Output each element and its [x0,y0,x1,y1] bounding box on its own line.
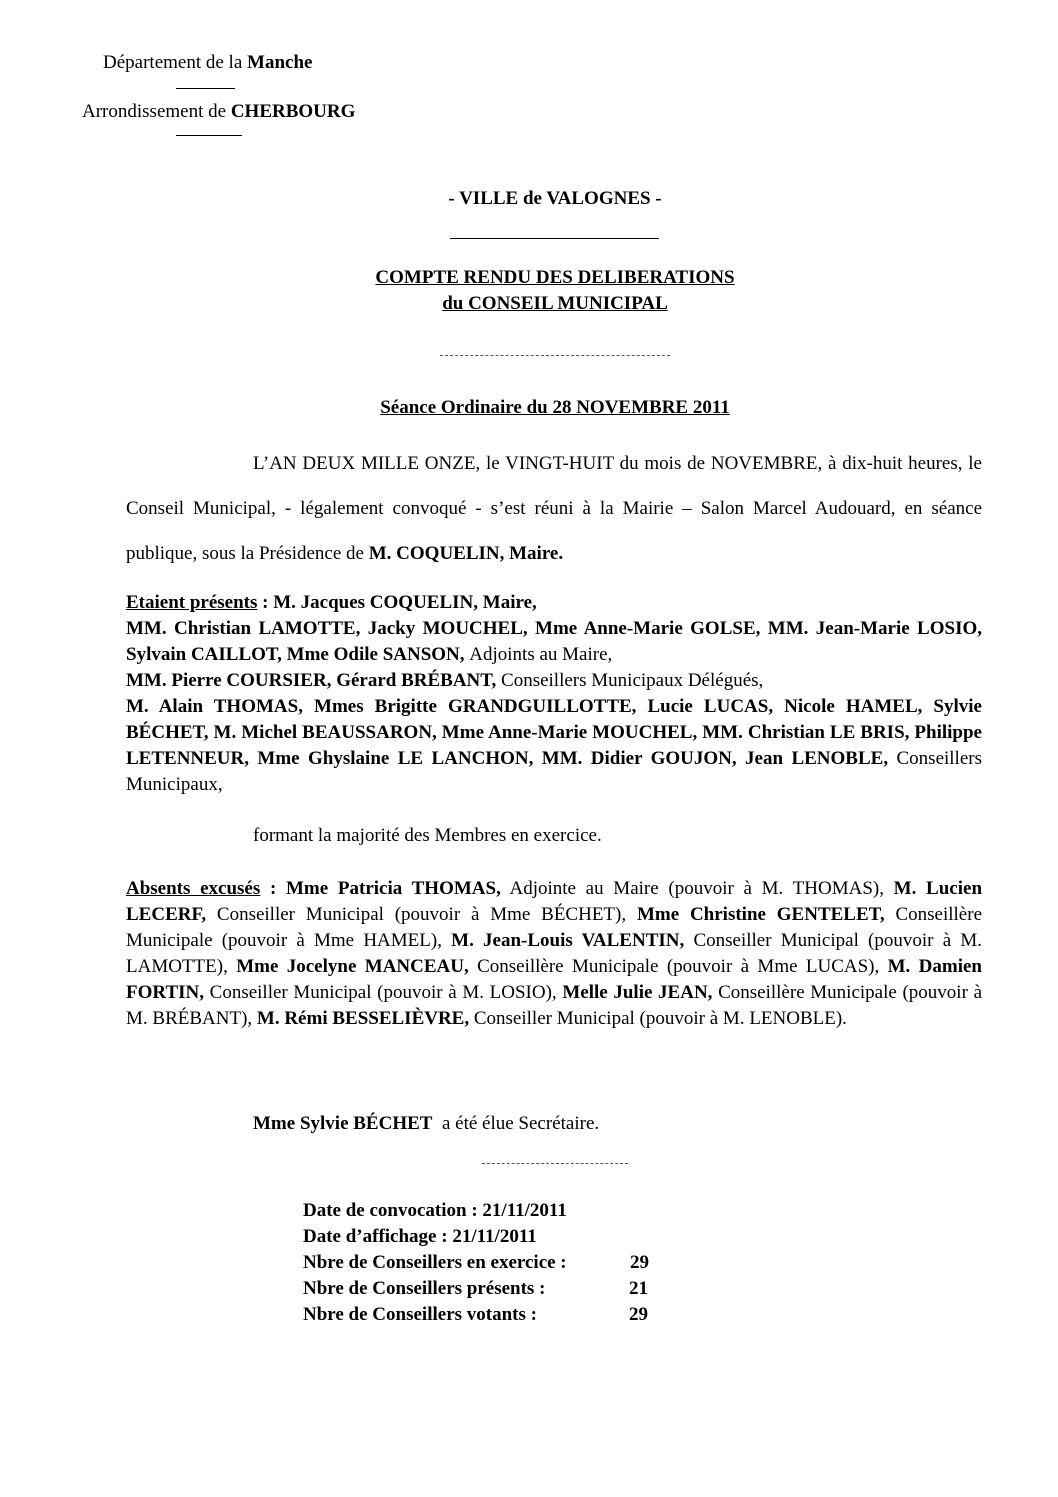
absent-name: Mme Christine GENTELET, [636,904,885,925]
secretaire-text: a été élue Secrétaire. [432,1113,600,1134]
presents-delegues [126,668,982,694]
adjoints-names: MM. Christian LAMOTTE, Jacky MOUCHEL, Mme Anne-Marie GOLSE, MM. Jean-Marie LOSIO, Sylvain CAILLOT, Mme Odile SANSON, [126,618,982,665]
absent-detail: Conseiller Municipal (pouvoir à M. LENOBLE). [469,1008,847,1029]
seance-title: Séance Ordinaire du 28 NOVEMBRE 2011 [380,397,730,418]
arrondissement-prefix: Arrondissement de [82,101,231,122]
absent-detail: Conseiller Municipal (pouvoir à M. LOSIO), [203,982,563,1003]
compte-rendu-line1: COMPTE RENDU DES DELIBERATIONS [375,267,735,288]
presents-block [126,590,982,798]
absent-name: M. Jean-Louis VALENTIN, [451,930,685,951]
conseillers-role: Conseillers Municipaux, [126,748,982,795]
absent-detail: Conseillère Municipale (pouvoir à M. BRÉBANT), [126,982,982,1029]
stat-affichage-label: Date d’affichage : [303,1226,453,1247]
presents-sep: : [257,592,274,613]
stat-votants-label: Nbre de Conseillers votants : [303,1304,537,1325]
departement-prefix: Département de la [103,52,248,73]
absent-detail: Conseillère Municipale (pouvoir à Mme LUCAS), [468,956,888,977]
absent-detail: Conseillère Municipale (pouvoir à Mme HAMEL), [126,904,983,951]
absents-label: Absents excusés [126,878,261,899]
compte-rendu-line2: du CONSEIL MUNICIPAL [442,293,668,314]
header-rule-1 [176,88,235,89]
intro-paragraph [126,441,982,576]
intro-text: L’AN DEUX MILLE ONZE, le VINGT-HUIT du mois de NOVEMBRE, à dix-huit heures, le Conseil Municipal, - légalement convoqué - s’est réuni à la Mairie – Salon Marcel Audouard, en séance publique, sous la Présidence de [126,453,982,564]
arrondissement-line [82,101,355,123]
departement-line [103,52,312,74]
stat-exercice-label: Nbre de Conseillers en exercice : [303,1252,567,1273]
stat-presents-label: Nbre de Conseillers présents : [303,1278,546,1299]
presents-maire: M. Jacques COQUELIN, Maire, [273,592,537,613]
absent-detail: Adjointe au Maire (pouvoir à M. THOMAS), [500,878,894,899]
ville-rule [450,238,659,239]
absent-detail: Conseiller Municipal (pouvoir à M. LAMOTTE), [126,930,982,977]
absent-name: Melle Julie JEAN, [562,982,713,1003]
header-rule-2 [176,135,242,136]
stat-affichage-value: 21/11/2011 [452,1226,537,1247]
separator-dash-1 [440,355,670,356]
absent-name: Mme Patricia THOMAS, [286,878,501,899]
secretaire-line [253,1113,599,1135]
stat-affichage [303,1226,537,1248]
absent-name: M. Lucien LECERF, [126,878,983,925]
stat-presents-value: 21 [629,1278,648,1299]
delegues-role: Conseillers Municipaux Délégués, [501,670,764,691]
departement-name: Manche [247,52,313,73]
presents-adjoints [126,616,982,668]
conseillers-names: M. Alain THOMAS, Mmes Brigitte GRANDGUILLOTTE, Lucie LUCAS, Nicole HAMEL, Sylvie BÉCHET, M. Michel BEAUSSARON, Mme Anne-Marie MOUCHEL, MM. Christian LE BRIS, Philippe LETENNEUR, Mme Ghyslaine LE LANCHON, MM. Didier GOUJON, Jean LENOBLE, [126,696,982,769]
intro-president: M. COQUELIN, Maire. [368,543,564,564]
ville-title: - VILLE de VALOGNES - [448,188,662,209]
separator-dash-2 [482,1163,628,1164]
stat-convocation-value: 21/11/2011 [482,1200,567,1221]
stat-votants-value: 29 [629,1304,648,1325]
absent-detail: Conseiller Municipal (pouvoir à Mme BÉCHET), [206,904,637,925]
stat-convocation [303,1200,567,1222]
absent-name: M. Rémi BESSELIÈVRE, [256,1008,470,1029]
absents-block [126,876,982,1032]
presents-first-line [126,590,982,616]
stat-convocation-label: Date de convocation : [303,1200,483,1221]
absents-sep: : [260,878,286,899]
secretaire-name: Mme Sylvie BÉCHET [253,1113,433,1134]
presents-label: Etaient présents [126,592,258,613]
adjoints-role: Adjoints au Maire, [469,644,613,665]
absent-name: M. Damien FORTIN, [126,956,982,1003]
delegues-names: MM. Pierre COURSIER, Gérard BRÉBANT, [126,670,502,691]
stat-exercice-value: 29 [630,1252,649,1273]
arrondissement-name: CHERBOURG [230,101,356,122]
presents-conseillers [126,694,982,798]
absent-name: Mme Jocelyne MANCEAU, [236,956,469,977]
majorite-line: formant la majorité des Membres en exercice. [253,825,602,846]
